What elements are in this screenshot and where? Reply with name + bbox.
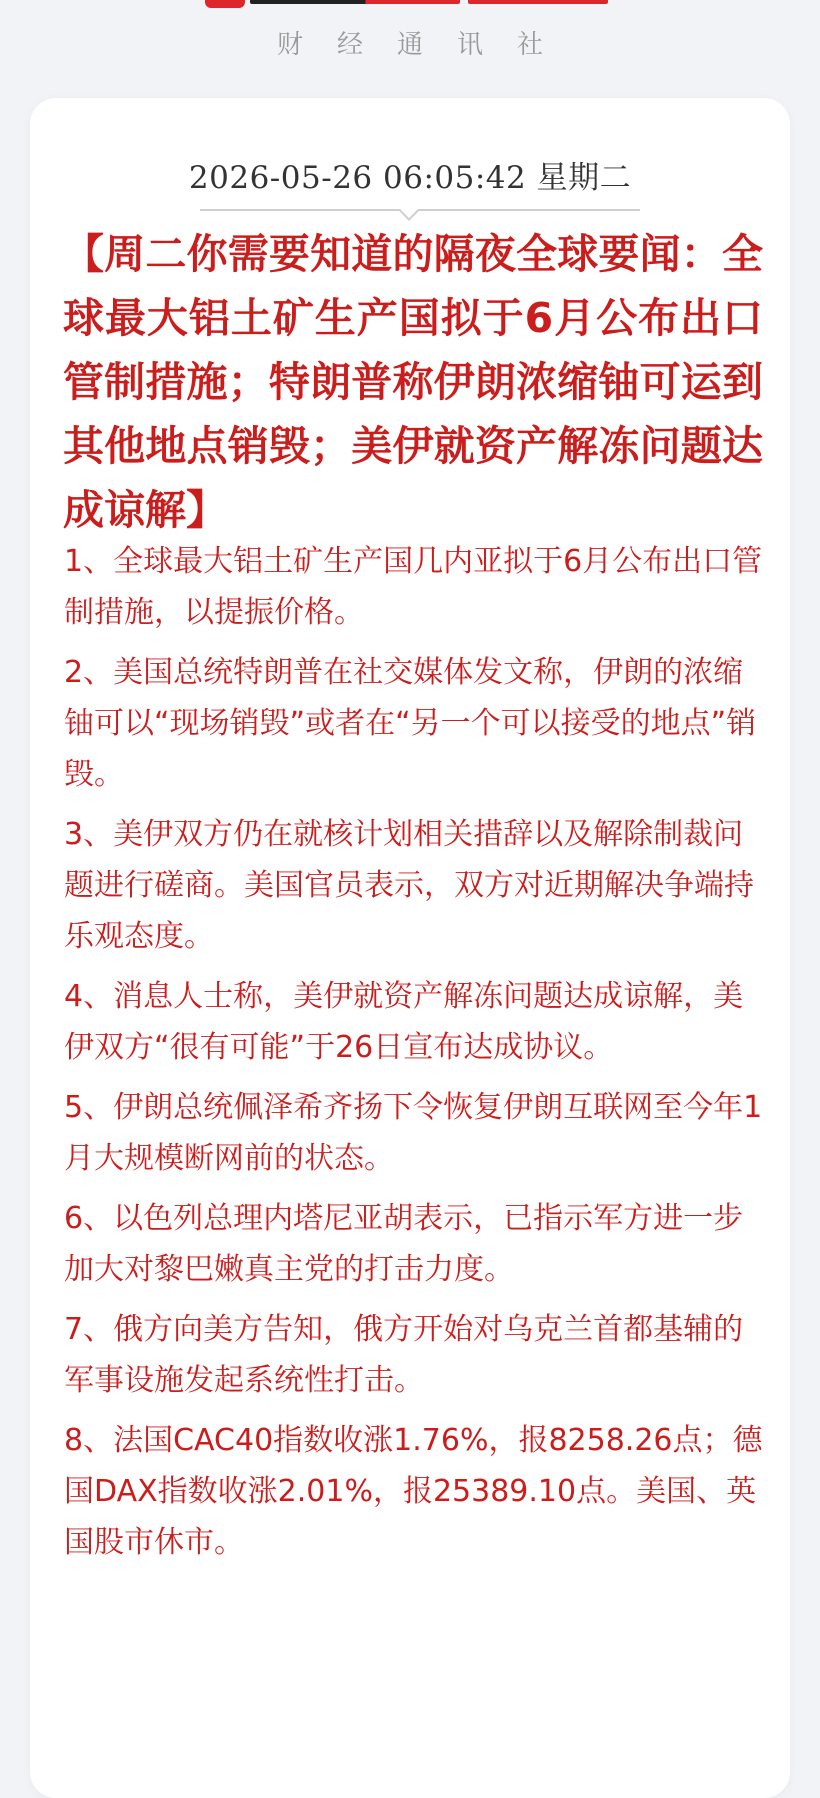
timestamp-divider	[200, 209, 640, 211]
brand-logo	[205, 0, 245, 8]
news-item: 3、美伊双方仍在就核计划相关措辞以及解除制裁问题进行磋商。美国官员表示，双方对近期解决争端持乐观态度。	[64, 817, 754, 954]
news-item-list	[64, 536, 764, 1577]
news-item: 4、消息人士称，美伊就资产解冻问题达成谅解，美伊双方“很有可能”于26日宣布达成协议。	[64, 979, 744, 1065]
article-timestamp: 2026-05-26 06:05:42 星期二	[188, 160, 632, 196]
brand-header	[0, 0, 820, 110]
news-item: 7、俄方向美方告知，俄方开始对乌克兰首都基辅的军事设施发起系统性打击。	[64, 1312, 744, 1398]
article-card	[30, 98, 790, 1798]
timestamp-divider-notch	[399, 201, 419, 221]
brand-wordmark	[250, 0, 460, 4]
news-item: 5、伊朗总统佩泽希齐扬下令恢复伊朗互联网至今年1月大规模断网前的状态。	[64, 1090, 763, 1176]
news-item: 6、以色列总理内塔尼亚胡表示，已指示军方进一步加大对黎巴嫩真主党的打击力度。	[64, 1201, 744, 1287]
brand-subtitle: 财经通讯社	[276, 30, 577, 60]
news-item: 1、全球最大铝土矿生产国几内亚拟于6月公布出口管制措施，以提振价格。	[64, 544, 763, 630]
brand-tag	[468, 0, 608, 4]
article-headline: 【周二你需要知道的隔夜全球要闻：全球最大铝土矿生产国拟于6月公布出口管制措施；特朗普称伊朗浓缩铀可运到其他地点销毁；美伊就资产解冻问题达成谅解】	[63, 230, 763, 534]
news-item: 2、美国总统特朗普在社交媒体发文称，伊朗的浓缩铀可以“现场销毁”或者在“另一个可以接受的地点”销毁。	[64, 655, 757, 792]
news-item: 8、法国CAC40指数收涨1.76%，报8258.26点；德国DAX指数收涨2.01%，报25389.10点。美国、英国股市休市。	[64, 1423, 763, 1560]
